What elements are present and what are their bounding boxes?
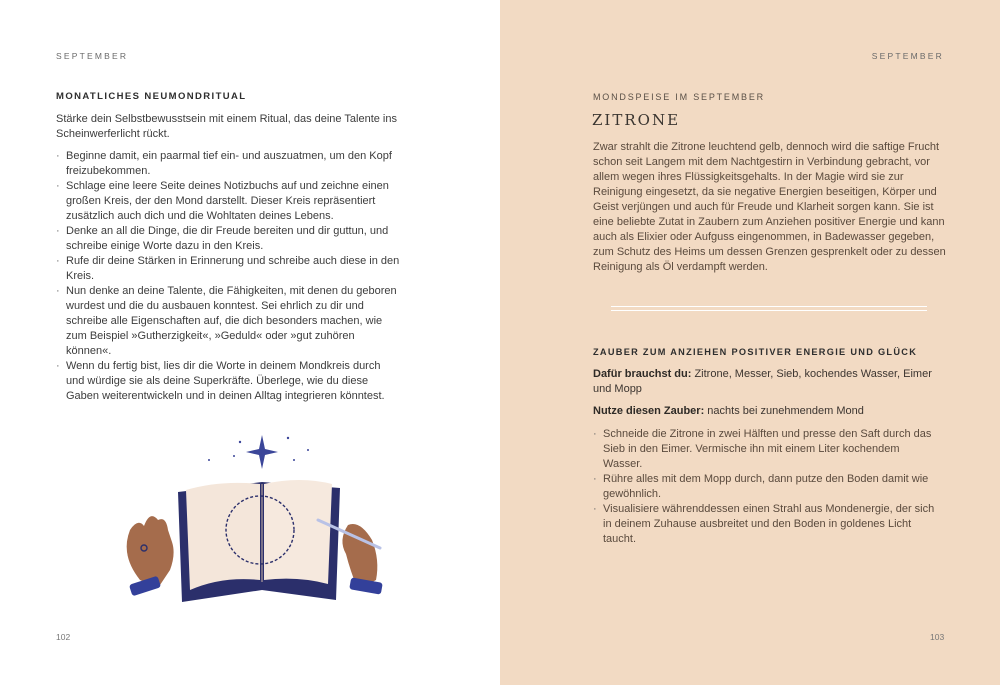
- list-item: · Schlage eine leere Seite deines Notizbuchs auf und zeichne einen großen Kreis, der den Mond darstellt. Dieser Kreis repräsentiert zusätzlich auch dich und die Wohltaten deines Lebens.: [56, 179, 401, 224]
- list-item: · Rufe dir deine Stärken in Erinnerung und schreibe auch diese in den Kreis.: [56, 254, 401, 284]
- list-item: · Visualisiere währenddessen einen Strahl aus Mondenergie, der sich in deinem Zuhause ausbreitet und den Boden in goldenes Licht taucht.: [593, 502, 938, 547]
- when-label: Nutze diesen Zauber:: [593, 405, 705, 417]
- spell-heading: ZAUBER ZUM ANZIEHEN POSITIVER ENERGIE UND GLÜCK: [593, 347, 918, 357]
- left-hand: [127, 516, 174, 596]
- section-eyebrow: MONDSPEISE IM SEPTEMBER: [593, 92, 765, 102]
- page-title: ZITRONE: [592, 111, 681, 129]
- lemon-description: Zwar strahlt die Zitrone leuchtend gelb, dennoch wird die saftige Frucht schon seit Langem mit dem Nachtgestirn in Verbindung gebracht, vor allem wegen ihres Flüssigkeitsgehalts. In der Magie wird sie zur Reinigung eingesetzt, da sie negative Energien beseitigen, Körper und Geist verjüngen und auch für Freude und Klarheit sorgen kann. Sie ist eine beliebte Zutat in Zaubern zum Anziehen positiver Energie und kann auch als Elixier oder Aufguss eingenommen, in Badewasser gegeben, zum Schutz des Heims um dessen Grenzen gesprenkelt oder zu dessen Reinigung als Öl verdampft werden.: [593, 141, 946, 273]
- when-value: nachts bei zunehmendem Mond: [704, 405, 864, 417]
- book-left-page: [186, 483, 260, 590]
- list-item: · Rühre alles mit dem Mopp durch, dann putze den Boden damit wie gewöhnlich.: [593, 472, 938, 502]
- sparkle-icon: [208, 435, 309, 469]
- list-item: · Schneide die Zitrone in zwei Hälften und presse den Saft durch das Sieb in den Eimer. Vermische ihn mit einem Liter kochendem Wasser.: [593, 427, 938, 472]
- list-item: · Nun denke an deine Talente, die Fähigkeiten, mit denen du geboren wurdest und die du ausbauen konntest. Sei ehrlich zu dir und schreibe alle Eigenschaften auf, die dich besonders machen, wie zum Beispiel »Gutherzigkeit«, »Geduld« oder »gut zuhören können«.: [56, 284, 401, 359]
- section-divider: [611, 306, 927, 312]
- list-item: · Denke an all die Dinge, die dir Freude bereiten und dir guttun, und schreibe einige Worte dazu in den Kreis.: [56, 224, 401, 254]
- when-line: [593, 404, 943, 419]
- ritual-intro: Stärke dein Selbstbewusstsein mit einem Ritual, das deine Talente ins Scheinwerferlicht rückt.: [56, 113, 397, 140]
- list-item: · Beginne damit, ein paarmal tief ein- und auszuatmen, um den Kopf freizubekommen.: [56, 149, 401, 179]
- page-number-left: 102: [56, 632, 71, 642]
- running-head-left: SEPTEMBER: [56, 51, 129, 61]
- book-right-page: [264, 480, 332, 584]
- needs-value: Zitrone, Messer, Sieb, kochendes Wasser, Eimer und Mopp: [593, 368, 932, 395]
- needs-line: [593, 367, 943, 397]
- needs-label: Dafür brauchst du:: [593, 368, 692, 380]
- right-page: [500, 0, 1000, 685]
- ritual-steps-list: [56, 149, 401, 404]
- list-item: · Wenn du fertig bist, lies dir die Worte in deinem Mondkreis durch und würdige sie als deine Superkräfte. Überlege, wie du diese Gaben weiterentwickeln und in deinen Alltag integrieren könntest.: [56, 359, 401, 404]
- journal-illustration: [110, 430, 400, 610]
- ritual-heading: MONATLICHES NEUMONDRITUAL: [56, 91, 247, 102]
- running-head-right: SEPTEMBER: [871, 51, 944, 61]
- spell-steps-list: [593, 427, 938, 547]
- page-number-right: 103: [930, 632, 945, 642]
